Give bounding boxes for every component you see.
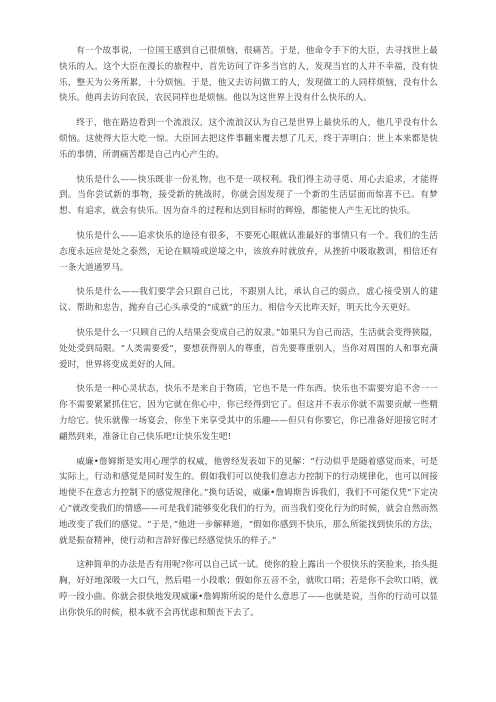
paragraph-2: 终于，他在路边看到一个流浪汉，这个流浪汉认为自己是世界上最快乐的人，他几乎没有什么烦恼。这使得大臣大吃一惊。大臣回去把这件事翻来覆去想了几天，终于弄明白：世上本来都是快乐的事情，所谓痛苦都是自己内心产生的。: [59, 118, 438, 160]
paragraph-6: 快乐是什么一‘只顾自己的人结果会变成自己的奴隶。”如果只为自己而活，生活就会变得狭隘，处处受到局限。“人类需要爱”，要想获得别人的尊重，首先要尊重别人，当你对周围的人和事充满爱时，世界将变成美好的人间。: [59, 327, 438, 370]
paragraph-1: 有一个故事说，一位国王感到自己很烦恼，很痛苦。于是，他命令手下的大臣，去寻找世上最快乐的人。这个大臣在漫长的旅程中，首先访问了许多当官的人，发现当官的人并不幸福，没有快乐，整天为公务所累，十分烦恼。于是，他又去访问做工的人，发现做工的人同样烦恼，没有什么快乐。他再去访问农民，农民同样也是烦恼。他以为这世界上没有什么快乐的人。: [59, 46, 438, 104]
paragraph-9: 这种简单的办法是否有用呢?你可以自己试一试。使你的脸上露出一个很快乐的笑脸来，抬头挺胸，好好地深吸一大口气，然后唱一小段歌；假如你五音不全，就吹口哨；若是你不会吹口哨，就哼一段小曲。你就会很快地发现威廉•詹姆斯所说的是什么意思了——也就是说，当你的行动可以显出你快乐的时候，根本就不会再忧虑和颓丧下去了。: [59, 560, 439, 618]
document-body: [59, 44, 438, 631]
paragraph-5: 快乐是什么——我们要学会只跟自己比，不跟别人比，承认自己的弱点，虚心接受别人的建议、帮助和忠告，抛弃自己心头承受的“成就”的压力。相信今天比昨天好，明天比今天更好。: [59, 287, 438, 314]
paragraph-4: 快乐是什么——追求快乐的途径有很多，不要死心眼就认准最好的事情只有一个。我们的生活态度永远应是处之泰然，无论在顺境或逆境之中，该放弃时就放弃，从挫折中吸取教训，相信还有一条大道通罗马。: [59, 230, 438, 273]
paragraph-3: 快乐是什么——快乐既非一份礼物，也不是一项权利。我们得主动寻觅、用心去追求，才能得到。当你尝试新的事物，接受新的挑战时，你就会因发现了一个新的生活层面而惊喜不已。有梦想、有追求，就会有快乐。因为奋斗的过程和达到目标时的辉煌，都能使人产生无比的快乐。: [59, 174, 438, 217]
paragraph-8: 威廉•詹姆斯是实用心理学的权威，他曾经发表如下的见解：“行动似乎是随着感觉而来，可是实际上，行动和感觉是同时发生的。假如我们可以使我们意志力控制下的行动规律化，也可以间接地使不在意志力控制下的感觉规律化。”换句话说，威廉•詹姆斯告诉我们，我们不可能仅凭“下定决心”就改变我们的情感——可是我们能够变化我们的行为，而当我们变化行为的时候，就会自然而然地改变了我们的感觉。“于是，”他进一步解释道，“假如你感到不快乐，那么所能找到快乐的方法，就是振奋精神，使行动和言辞好像已经感觉快乐的样子。”: [59, 456, 438, 546]
paragraph-7: 快乐是一种心灵状态，快乐不是来自于物质，它也不是一件东西。快乐也不需要穷追不舍一一你不需要紧紧抓住它，因为它就在你心中，你已经得到它了。但这并不表示你就不需要贡献一些精力给它。快乐就像一场宴会，你坐下来享受其中的乐趣——但只有你要它，你已准备好迎接它时才翩然到来，准备让自己快乐吧!让快乐发生吧!: [59, 384, 438, 442]
